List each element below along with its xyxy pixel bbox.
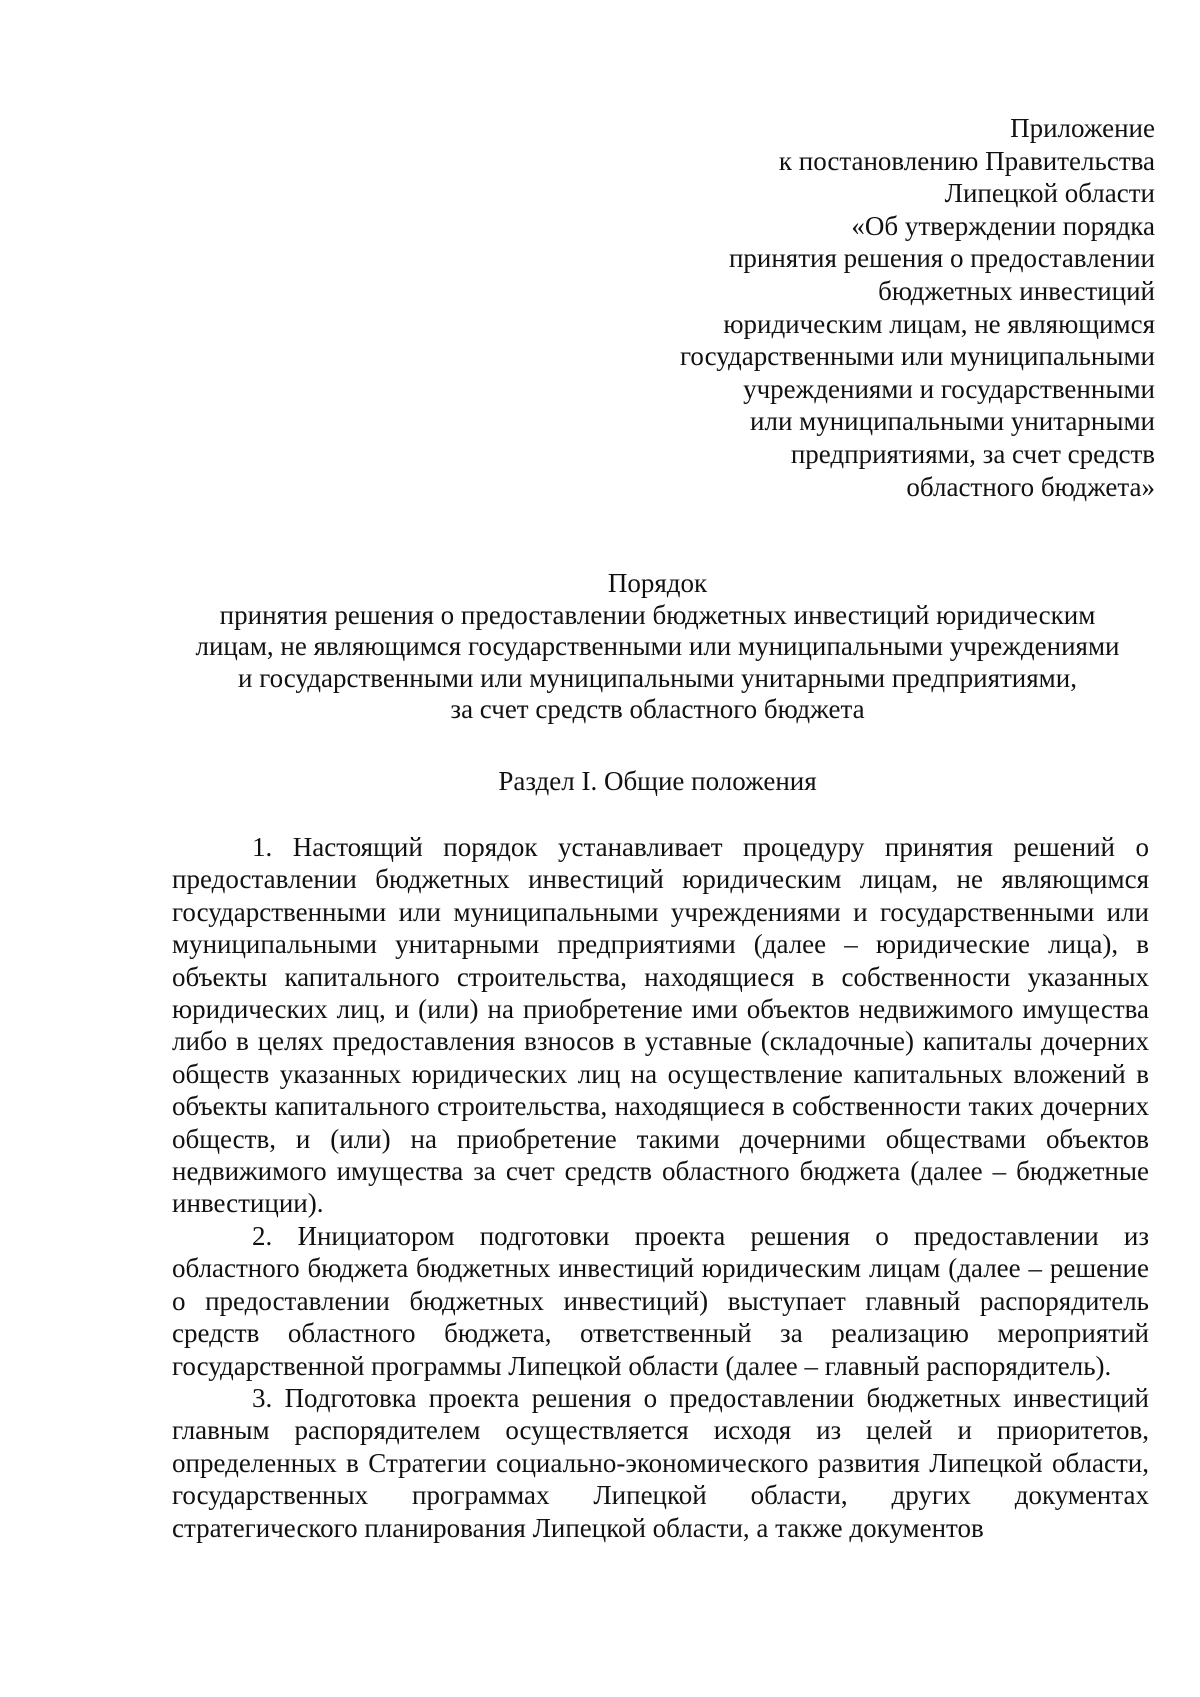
section-heading: Раздел I. Общие положения <box>498 766 817 796</box>
paragraph-1: 1. Настоящий порядок устанавливает процедуру принятия решений о предоставлении бюджетных инвестиций юридическим лицам, не являющимся государственными или муниципальными учреждениями и государственными или муниципальными унитарными предприятиями (далее – юридические лица), в объекты капитального строительства, находящиеся в собственности указанных юридических лиц, и (или) на приобретение ими объектов недвижимого имущества либо в целях предоставления взносов в уставные (складочные) капиталы дочерних обществ указанных юридических лиц на осуществление капитальных вложений в объекты капитального строительства, находящиеся в собственности таких дочерних обществ, и (или) на приобретение такими дочерними обществами объектов недвижимого имущества за счет средств областного бюджета (далее – бюджетные инвестиции). <box>172 832 1149 1219</box>
appendix-line: Липецкой области <box>944 178 1155 209</box>
appendix-line: принятия решения о предоставлении <box>728 243 1155 274</box>
appendix-line: учреждениями и государственными <box>743 373 1155 404</box>
appendix-line: бюджетных инвестиций <box>878 275 1155 306</box>
appendix-line: «Об утверждении порядка <box>851 210 1155 241</box>
document-title <box>160 568 1155 726</box>
appendix-line: к постановлению Правительства <box>778 145 1155 176</box>
paragraph-2: 2. Инициатором подготовки проекта решения о предоставлении из областного бюджета бюджетных инвестиций юридическим лицам (далее – решение о предоставлении бюджетных инвестиций) выступает главный распорядитель средств областного бюджета, ответственный за реализацию мероприятий государственной программы Липецкой области (далее – главный распорядитель). <box>172 1220 1149 1381</box>
title-line: за счет средств областного бюджета <box>450 694 865 724</box>
title-line: принятия решения о предоставлении бюджетных инвестиций юридическим <box>219 599 1096 630</box>
appendix-line: или муниципальными унитарными <box>750 406 1155 437</box>
title-line: Порядок <box>607 568 708 598</box>
appendix-line: юридическим лицам, не являющимся <box>723 308 1155 339</box>
paragraph-3: 3. Подготовка проекта решения о предоставлении бюджетных инвестиций главным распорядителем осуществляется исходя из целей и приоритетов, определенных в Стратегии социально-экономического развития Липецкой области, государственных программах Липецкой области, других документах стратегического планирования Липецкой области, а также документов <box>172 1382 1149 1543</box>
appendix-header <box>595 112 1155 503</box>
title-line: и государственными или муниципальными унитарными предприятиями, <box>238 662 1077 693</box>
appendix-line: областного бюджета» <box>906 471 1155 502</box>
title-line: лицам, не являющимся государственными или муниципальными учреждениями <box>195 631 1120 661</box>
document-body <box>172 831 1149 1544</box>
appendix-line: предприятиями, за счет средств <box>790 438 1155 469</box>
appendix-line: Приложение <box>1010 113 1155 143</box>
appendix-line: государственными или муниципальными <box>680 341 1155 372</box>
